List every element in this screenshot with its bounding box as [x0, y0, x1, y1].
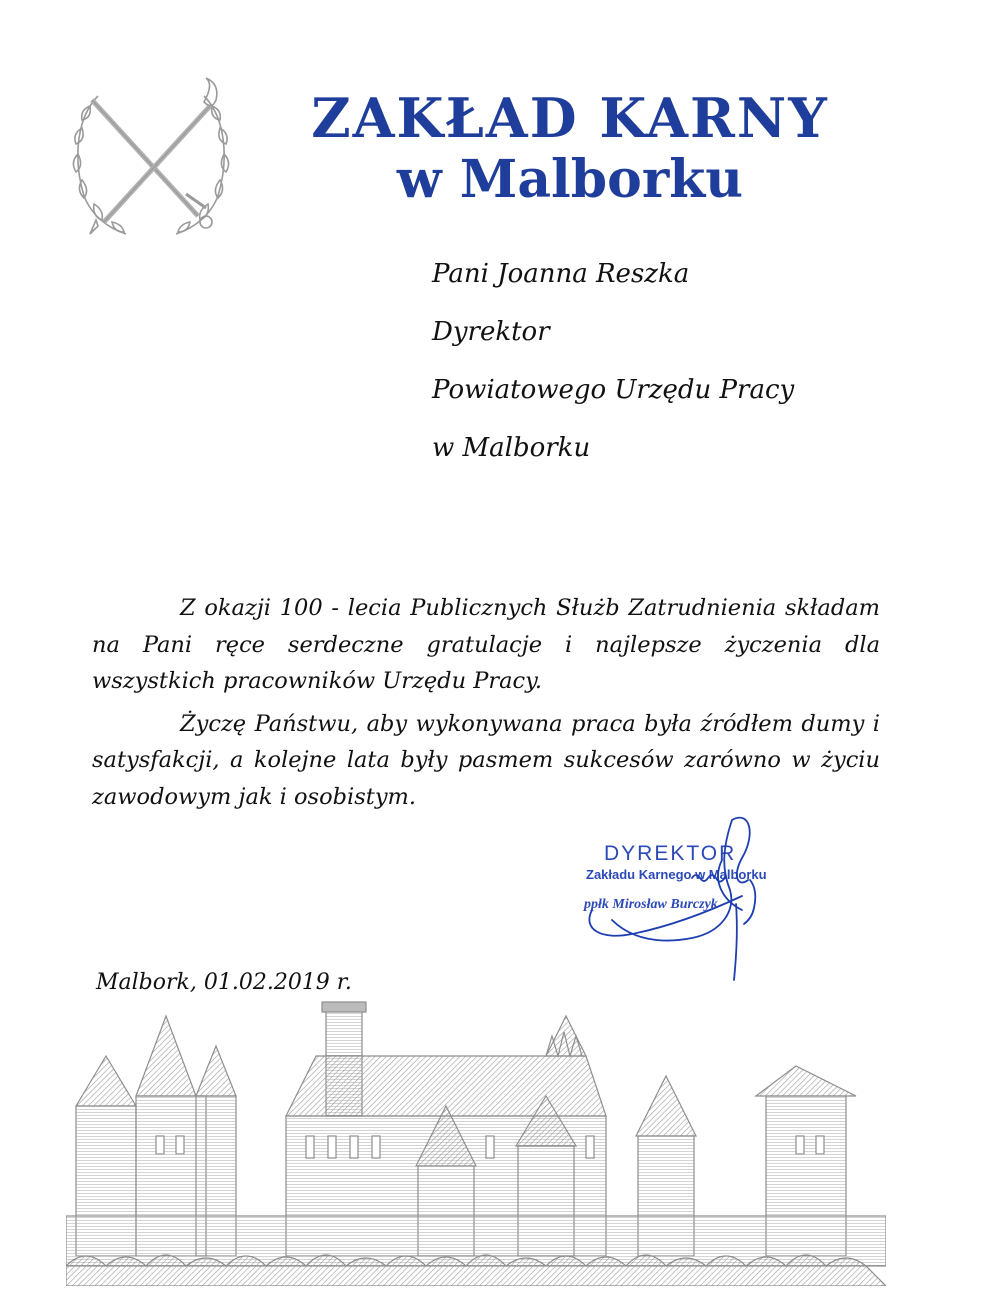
- stamp-title: DYREKTOR: [604, 842, 737, 865]
- stamp-organization: Zakładu Karnego w Malborku: [586, 867, 767, 882]
- stamp-name: ppłk Mirosław Burczyk: [584, 897, 718, 912]
- body-paragraph: Z okazji 100 - lecia Publicznych Służb Zatrudnienia składam na Pani ręce serdeczne gratulacje i najlepsze życzenia dla wszystkich pracowników Urzędu Pracy.: [92, 595, 880, 694]
- malbork-castle-engraving-icon: [66, 986, 886, 1286]
- institution-header: [250, 88, 890, 210]
- handwritten-signature: [572, 800, 802, 990]
- recipient-name: Pani Joanna Reszka: [432, 259, 690, 289]
- recipient-position: Dyrektor: [432, 317, 550, 347]
- official-stamp: [572, 800, 802, 990]
- institution-name: ZAKŁAD KARNY: [311, 86, 829, 150]
- letter-body: [92, 590, 880, 821]
- recipient-office: Powiatowego Urzędu Pracy: [432, 375, 795, 405]
- crossed-sword-and-torch-wreath-icon: [68, 76, 234, 242]
- recipient-block: [432, 252, 794, 484]
- place-and-date: Malbork, 01.02.2019 r.: [96, 970, 352, 995]
- institution-city: w Malborku: [396, 149, 744, 210]
- recipient-city: w Malborku: [432, 433, 591, 463]
- body-paragraph: Życzę Państwu, aby wykonywana praca była źródłem dumy i satysfakcji, a kolejne lata były pasmem sukcesów zarówno w życiu zawodowym jak i osobistym.: [92, 710, 880, 810]
